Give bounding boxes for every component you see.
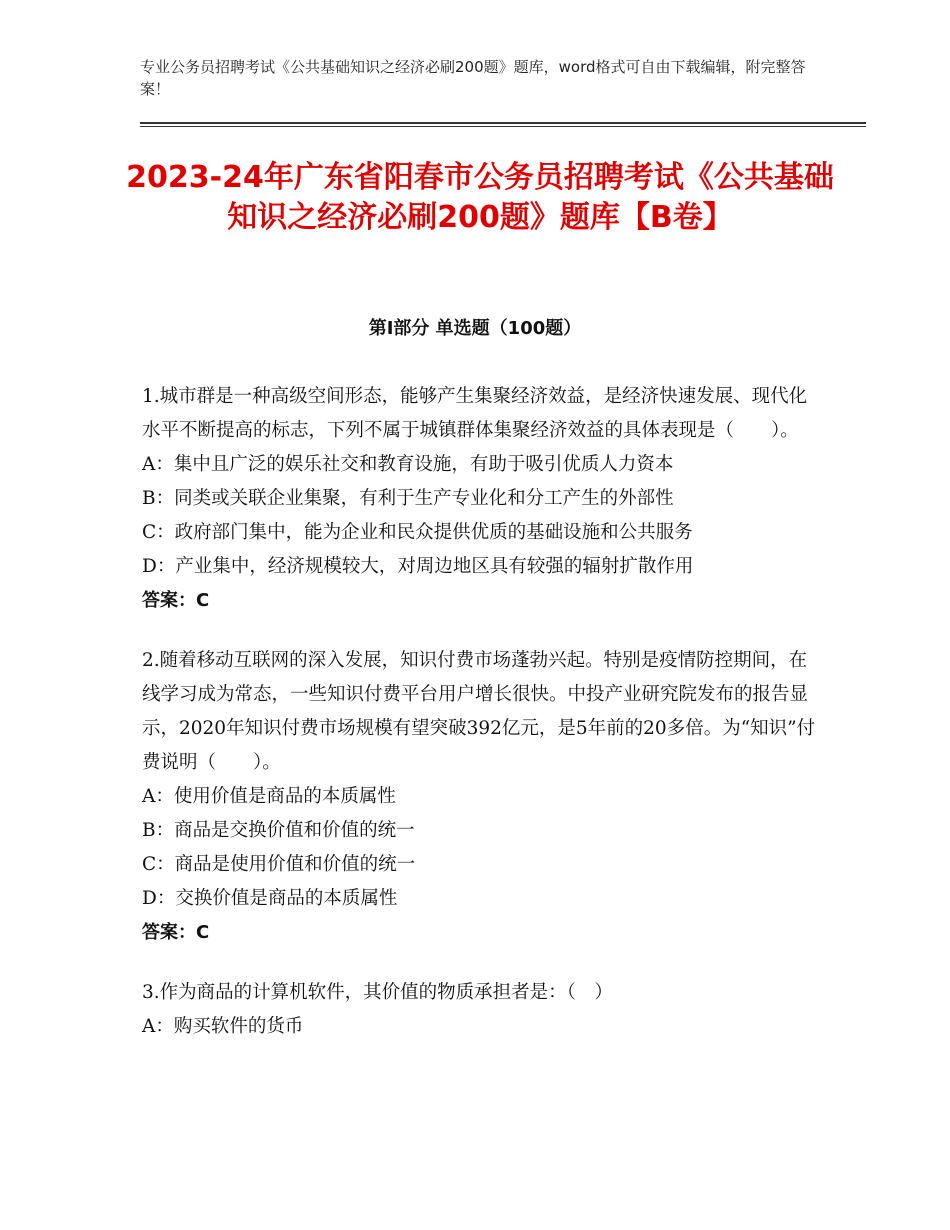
question-1 (142, 380, 822, 618)
header-divider-thick (140, 122, 866, 124)
answer: 答案：C (142, 922, 210, 943)
option-a: A：使用价值是商品的本质属性 (142, 786, 396, 807)
option-a: A：购买软件的货币 (142, 1016, 304, 1037)
header-divider-thin (140, 126, 866, 127)
option-c: C：政府部门集中，能为企业和民众提供优质的基础设施和公共服务 (142, 522, 693, 543)
question-list (142, 380, 822, 1070)
question-2 (142, 644, 822, 950)
option-b: B：商品是交换价值和价值的统一 (142, 820, 415, 841)
option-d: D：产业集中，经济规模较大，对周边地区具有较强的辐射扩散作用 (142, 556, 694, 577)
header-note: 专业公务员招聘考试《公共基础知识之经济必刷200题》题库，word格式可自由下载编辑，附完整答案！ (140, 58, 806, 98)
option-c: C：商品是使用价值和价值的统一 (142, 854, 416, 875)
option-b: B：同类或关联企业集聚，有利于生产专业化和分工产生的外部性 (142, 488, 674, 509)
question-text: 2.随着移动互联网的深入发展，知识付费市场蓬勃兴起。特别是疫情防控期间，在线学习成为常态，一些知识付费平台用户增长很快。中投产业研究院发布的报告显示，2020年知识付费市场规模有望突破392亿元，是5年前的20多倍。为“知识”付费说明（ ）。 (142, 650, 816, 773)
document-title: 2023-24年广东省阳春市公务员招聘考试《公共基础知识之经济必刷200题》题库【B卷】 (126, 160, 834, 235)
question-text: 1.城市群是一种高级空间形态，能够产生集聚经济效益，是经济快速发展、现代化水平不断提高的标志，下列不属于城镇群体集聚经济效益的具体表现是（ ）。 (142, 386, 808, 441)
answer: 答案：C (142, 590, 210, 611)
question-text: 3.作为商品的计算机软件，其价值的物质承担者是：（ ） (142, 982, 613, 1003)
question-3 (142, 976, 822, 1044)
section-title: 第Ⅰ部分 单选题（100题） (368, 318, 582, 339)
option-d: D：交换价值是商品的本质属性 (142, 888, 398, 909)
option-a: A：集中且广泛的娱乐社交和教育设施，有助于吸引优质人力资本 (142, 454, 674, 475)
